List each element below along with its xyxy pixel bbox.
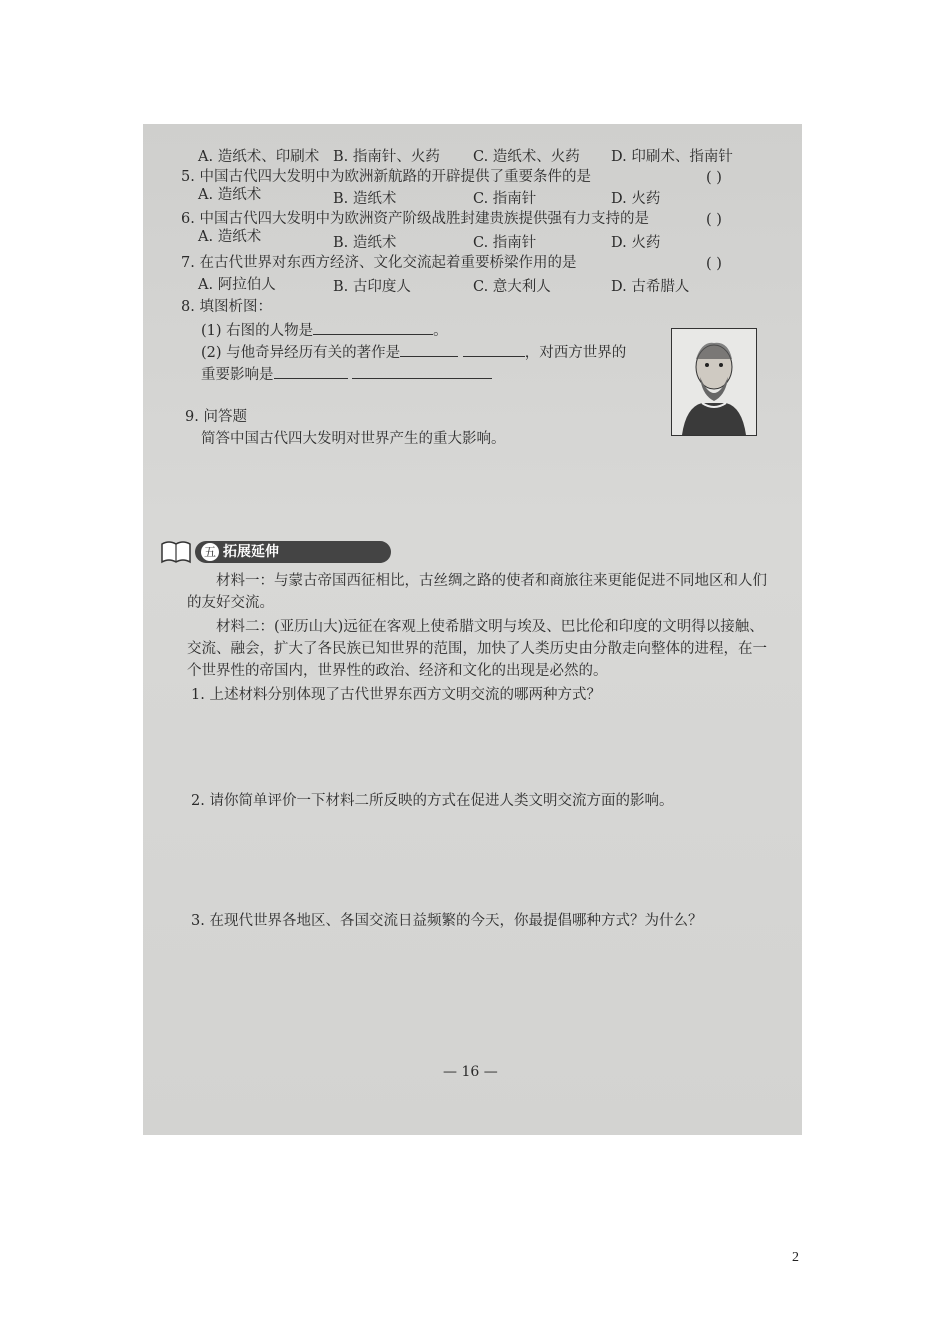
q6-option-c: C. 指南针 — [473, 235, 537, 251]
q8-sub1-blank — [313, 320, 433, 335]
question-2: 2. 请你简单评价一下材料二所反映的方式在促进人类文明交流方面的影响。 — [191, 793, 674, 809]
q8-sub1-text: (1) 右图的人物是 — [201, 323, 314, 339]
portrait-illustration — [672, 329, 756, 435]
section-number: 五 — [201, 543, 219, 561]
q7-stem: 7. 在古代世界对东西方经济、文化交流起着重要桥梁作用的是 — [181, 255, 577, 271]
q8-sub1-end: 。 — [433, 323, 448, 339]
section-title-bar — [195, 541, 391, 563]
portrait-image — [671, 328, 757, 436]
q4-option-c: C. 造纸术、火药 — [473, 149, 580, 165]
page-number: 2 — [792, 1250, 799, 1265]
q8-stem: 8. 填图析图： — [181, 299, 272, 315]
q8-sub2-text: (2) 与他奇异经历有关的著作是 — [201, 345, 401, 361]
q4-option-a: A. 造纸术、印刷术 — [198, 149, 320, 165]
q5-option-a: A. 造纸术 — [198, 187, 262, 203]
q4-option-b: B. 指南针、火药 — [333, 149, 440, 165]
material-two: 材料二：(亚历山大)远征在客观上使希腊文明与埃及、巴比伦和印度的文明得以接触、交流、融会，扩大了各民族已知世界的范围，加快了人类历史由分散走向整体的进程，在一个世界性的帝国内，世界性的政治、经济和文化的出现是必然的。 — [187, 619, 767, 679]
q8-sub2-blank-1 — [400, 342, 458, 357]
q8-sub2-blank-2 — [463, 342, 525, 357]
q5-option-c: C. 指南针 — [473, 191, 537, 207]
section-banner — [159, 538, 559, 566]
q8-sub2b-text: 重要影响是 — [201, 367, 274, 383]
q5-stem: 5. 中国古代四大发明中为欧洲新航路的开辟提供了重要条件的是 — [181, 169, 591, 185]
q4-option-d: D. 印刷术、指南针 — [611, 149, 733, 165]
q6-option-d: D. 火药 — [611, 235, 661, 251]
q5-option-b: B. 造纸术 — [333, 191, 397, 207]
question-1: 1. 上述材料分别体现了古代世界东西方文明交流的哪两种方式？ — [191, 687, 601, 703]
q8-sub2b-blank-2 — [352, 364, 492, 379]
q8-sub2b-blank-1 — [274, 364, 348, 379]
section-title: 拓展延伸 — [223, 544, 279, 560]
q5-option-d: D. 火药 — [611, 191, 661, 207]
q9-body: 简答中国古代四大发明对世界产生的重大影响。 — [201, 431, 506, 447]
q8-sub2-mid: ，对西方世界的 — [524, 345, 627, 361]
q7-option-d: D. 古希腊人 — [611, 279, 690, 295]
q8-sub2 — [201, 342, 626, 362]
q6-option-b: B. 造纸术 — [333, 235, 397, 251]
q7-answer-paren: ( ) — [706, 256, 722, 272]
q8-sub1 — [201, 320, 448, 340]
inner-page-number: — 16 — — [443, 1064, 498, 1080]
question-3: 3. 在现代世界各地区、各国交流日益频繁的今天，你最提倡哪种方式？为什么？ — [191, 913, 703, 929]
scanned-page-photo — [143, 124, 802, 1135]
q8-sub2b — [201, 364, 492, 384]
q5-answer-paren: ( ) — [706, 170, 722, 186]
q7-option-a: A. 阿拉伯人 — [198, 277, 276, 293]
q7-option-b: B. 古印度人 — [333, 279, 411, 295]
q6-stem: 6. 中国古代四大发明中为欧洲资产阶级战胜封建贵族提供强有力支持的是 — [181, 211, 649, 227]
q6-option-a: A. 造纸术 — [198, 229, 262, 245]
section-icon — [159, 538, 193, 566]
q6-answer-paren: ( ) — [706, 212, 722, 228]
q7-option-c: C. 意大利人 — [473, 279, 551, 295]
q9-stem: 9. 问答题 — [185, 409, 247, 425]
material-one: 材料一：与蒙古帝国西征相比，古丝绸之路的使者和商旅往来更能促进不同地区和人们的友好交流。 — [187, 573, 767, 611]
